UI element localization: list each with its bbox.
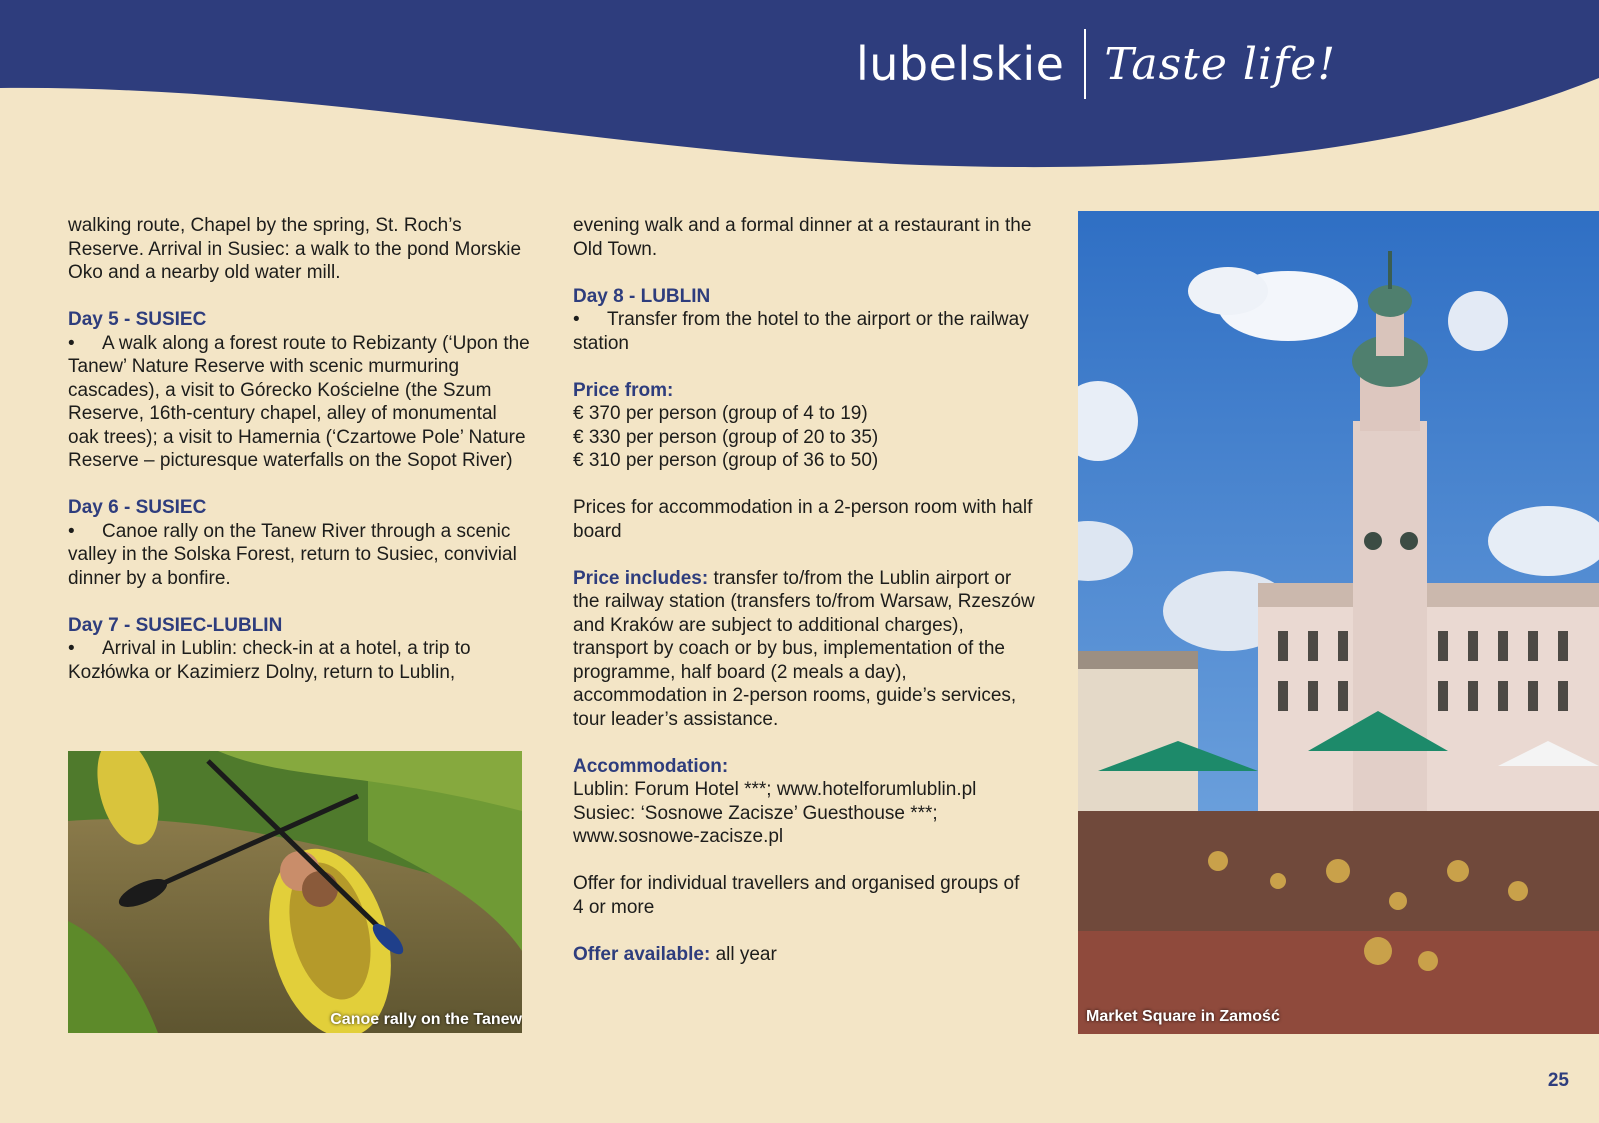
day-5-heading: Day 5 - SUSIEC <box>68 309 207 330</box>
accommodation-list <box>573 778 1035 849</box>
market-square-photo-caption: Market Square in Zamość <box>1086 1008 1280 1025</box>
market-square-photo <box>1078 211 1599 1034</box>
offer-available-heading: Offer available: <box>573 943 711 965</box>
day-6-heading: Day 6 - SUSIEC <box>68 497 207 518</box>
bullet: • <box>68 332 75 354</box>
price-from-heading: Price from: <box>573 379 674 401</box>
accommodation-line: www.sosnowe-zacisze.pl <box>573 826 784 847</box>
price-line: € 310 per person (group of 36 to 50) <box>573 450 879 471</box>
day-6-item <box>68 520 530 591</box>
day-8-item <box>573 308 1035 355</box>
price-line: € 330 per person (group of 20 to 35) <box>573 426 879 448</box>
brand-slogan: Taste life! <box>1104 38 1337 90</box>
price-includes-text: transfer to/from the Lublin airport or the railway station (transfers to/from Warsaw, Rzeszów and Kraków are subject to additional charges), transport by coach or by bus, implementation of the programme, half board (2 meals a day), accommodation in 2-person rooms, guide’s services, tour leader’s assistance. <box>573 567 1035 730</box>
intro-text: evening walk and a formal dinner at a restaurant in the Old Town. <box>573 215 1032 260</box>
text-column-left <box>68 214 530 708</box>
canoe-photo <box>68 751 522 1033</box>
brand-logo <box>856 28 1336 100</box>
bullet: • <box>68 520 75 542</box>
price-includes-heading: Price includes: <box>573 567 709 589</box>
day-8-text: Transfer from the hotel to the airport or the railway station <box>573 309 1029 354</box>
accommodation-line: Susiec: ‘Sosnowe Zacisze’ Guesthouse ***; <box>573 802 938 824</box>
canoe-photo-caption: Canoe rally on the Tanew <box>330 1011 522 1028</box>
market-square-photo-illustration <box>1078 211 1599 1034</box>
canoe-photo-illustration <box>68 751 522 1033</box>
accommodation-line: Lublin: Forum Hotel ***; www.hotelforumlublin.pl <box>573 779 977 800</box>
accommodation-heading: Accommodation: <box>573 755 729 777</box>
day-5-item <box>68 332 530 473</box>
brand-divider <box>1084 29 1086 99</box>
brand-name: lubelskie <box>856 37 1065 91</box>
price-includes <box>573 567 1035 732</box>
day-7-text: Arrival in Lublin: check-in at a hotel, a trip to Kozłówka or Kazimierz Dolny, return to Lublin, <box>68 638 471 683</box>
bullet: • <box>68 638 75 659</box>
header-wave-band <box>0 0 1599 180</box>
offer-available-text: all year <box>715 943 777 965</box>
prices-note: Prices for accommodation in a 2-person room with half board <box>573 497 1033 542</box>
offer-available <box>573 943 1035 967</box>
day-7-heading: Day 7 - SUSIEC-LUBLIN <box>68 614 283 636</box>
offer-note: Offer for individual travellers and organised groups of 4 or more <box>573 873 1020 918</box>
day-6-text: Canoe rally on the Tanew River through a scenic valley in the Solska Forest, return to Susiec, convivial dinner by a bonfire. <box>68 520 517 589</box>
price-line: € 370 per person (group of 4 to 19) <box>573 403 868 424</box>
day-7-item <box>68 637 530 684</box>
day-8-heading: Day 8 - LUBLIN <box>573 285 711 307</box>
intro-text: walking route, Chapel by the spring, St. Roch’s Reserve. Arrival in Susiec: a walk to the pond Morskie Oko and a nearby old water mill. <box>68 215 522 283</box>
price-list <box>573 402 1035 473</box>
page-number: 25 <box>1547 1070 1569 1091</box>
bullet: • <box>573 309 580 330</box>
day-5-text: A walk along a forest route to Rebizanty (‘Upon the Tanew’ Nature Reserve with scenic murmuring cascades), a visit to Górecko Kościelne (the Szum Reserve, 16th-century chapel, alley of monumental oak trees); a visit to Hamernia (‘Czartowe Pole’ Nature Reserve – picturesque waterfalls on the Sopot River) <box>68 332 530 471</box>
text-column-middle <box>573 214 1035 990</box>
